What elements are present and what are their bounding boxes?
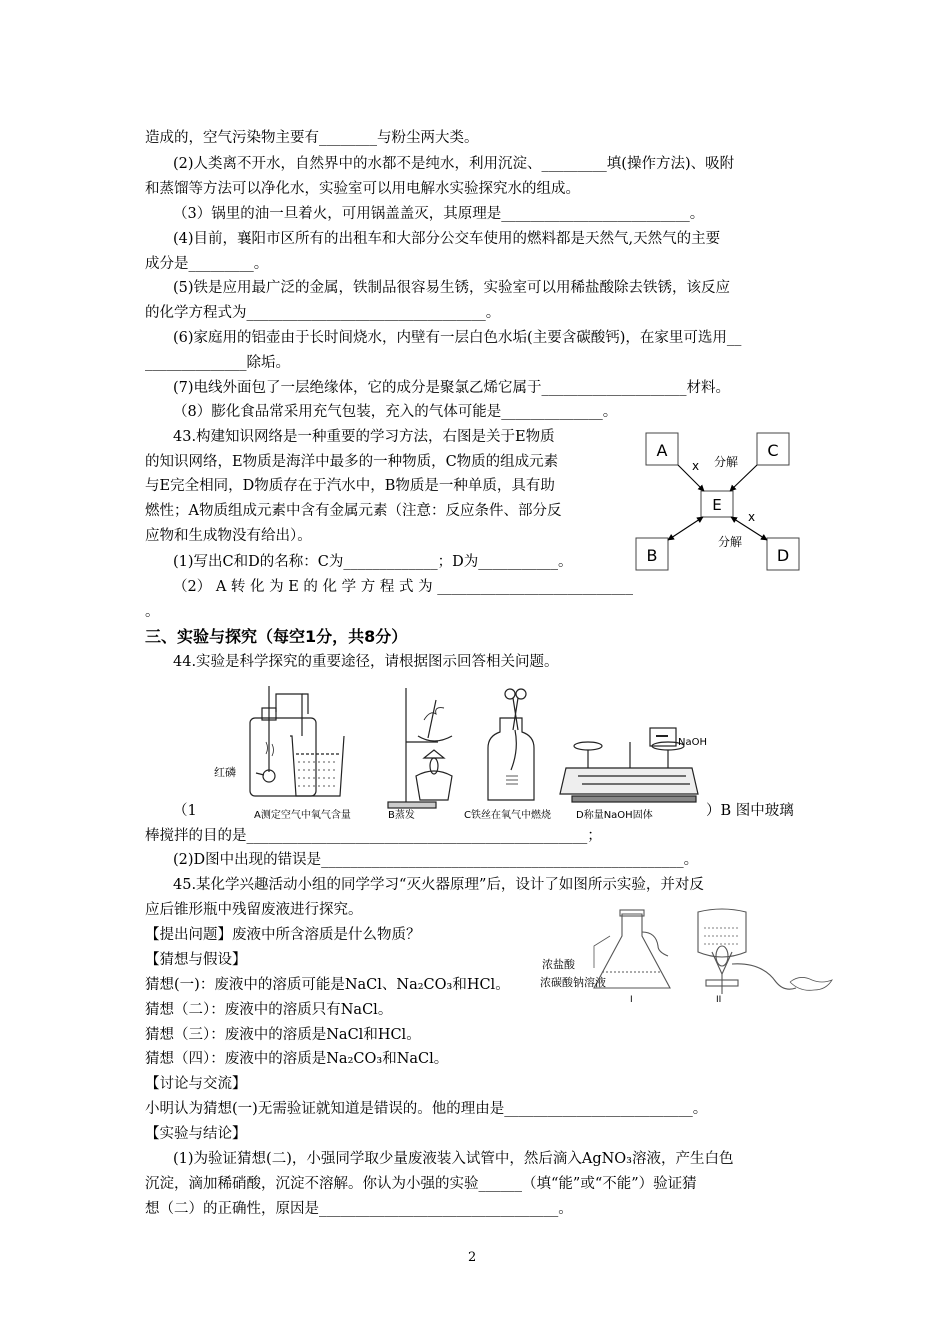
text-line: (2)D图中出现的错误是__________________________________________________。 [173, 852, 699, 868]
knowledge-network-diagram [630, 428, 808, 576]
label-na2co3: 浓碳酸钠溶液 [540, 976, 606, 989]
edge-label-x: x [748, 510, 756, 524]
extinguisher-figure [540, 906, 840, 1006]
text-line: 44.实验是科学探究的重要途径，请根据图示回答相关问题。 [173, 654, 559, 670]
text-line: 。 [145, 604, 160, 620]
edge-label-decompose: 分解 [718, 535, 743, 549]
text-line: ）B 图中玻璃 [706, 803, 794, 819]
edge-label-x: x [692, 459, 700, 473]
label-flask-1: I [630, 995, 633, 1005]
text-line: 43.构建知识网络是一种重要的学习方法，右图是关于E物质 [173, 429, 555, 445]
text-line: 的知识网络，E物质是海洋中最多的一种物质，C物质的组成元素 [145, 454, 559, 470]
text-line: 【讨论与交流】 [145, 1076, 247, 1092]
text-line: (7)电线外面包了一层绝缘体，它的成分是聚氯乙烯它属于____________________材料。 [173, 380, 731, 396]
text-line: 和蒸馏等方法可以净化水，实验室可以用电解水实验探究水的组成。 [145, 181, 580, 197]
caption-a: A测定空气中氧气含量 [254, 810, 351, 821]
text-line: （2） A 转 化 为 E 的 化 学 方 程 式 为 ___________________________ [173, 579, 633, 595]
text-line: 小明认为猜想(一)无需验证就知道是错误的。他的理由是__________________________。 [145, 1101, 708, 1117]
text-line: (6)家庭用的铝壶由于长时间烧水，内壁有一层白色水垢(主要含碳酸钙)，在家里可选用__ [173, 330, 742, 346]
node-b: B [646, 546, 658, 565]
text-line: 的化学方程式为_________________________________。 [145, 305, 501, 321]
node-e: E [712, 496, 722, 514]
text-line: (1)为验证猜想(二)，小强同学取少量废液装入试管中，然后滴入AgNO₃溶液，产生白色 [173, 1151, 734, 1167]
apparatus-b [388, 688, 452, 808]
text-line: （1 [173, 803, 197, 819]
text-line: (1)写出C和D的名称：C为_____________；D为___________。 [173, 554, 573, 570]
text-line: 成分是_________。 [145, 256, 269, 272]
text-line: 【猜想与假设】 [145, 952, 247, 968]
caption-c: C铁丝在氧气中燃烧 [464, 810, 551, 821]
edge-label-decompose: 分解 [714, 455, 739, 469]
text-line: 猜想（四）：废液中的溶质是Na₂CO₃和NaCl。 [145, 1051, 449, 1067]
text-line: 棒搅拌的目的是_______________________________________________； [145, 828, 602, 844]
text-line: 想（二）的正确性，原因是_________________________________。 [145, 1201, 573, 1217]
apparatus-figure [210, 680, 710, 822]
node-a: A [656, 441, 668, 460]
text-line: 沉淀，滴加稀硝酸，沉淀不溶解。你认为小强的实验______（填“能”或“不能”）验证猜 [145, 1176, 697, 1192]
label-conc-hcl: 浓盐酸 [542, 958, 575, 971]
text-line: 猜想（三）：废液中的溶质是NaCl和HCl。 [145, 1027, 421, 1043]
text-line: 【提出问题】废液中所含溶质是什么物质？ [145, 927, 421, 943]
node-d: D [776, 546, 790, 565]
text-line: 应物和生成物没有给出）。 [145, 528, 312, 544]
text-line: 【实验与结论】 [145, 1126, 247, 1142]
text-line: 应后锥形瓶中残留废液进行探究。 [145, 902, 363, 918]
text-line: (5)铁是应用最广泛的金属，铁制品很容易生锈，实验室可以用稀盐酸除去铁锈，该反应 [173, 280, 731, 296]
caption-b: B蒸发 [388, 810, 415, 821]
section-heading: 三、实验与探究（每空1分，共8分） [145, 627, 408, 646]
text-line: ______________除垢。 [145, 355, 290, 371]
text-line: （3）锅里的油一旦着火，可用锅盖盖灭，其原理是__________________________。 [173, 206, 705, 222]
page-number: 2 [468, 1250, 477, 1265]
text-line: (4)目前，襄阳市区所有的出租车和大部分公交车使用的燃料都是天然气,天然气的主要 [173, 231, 721, 247]
text-line: (2)人类离不开水，自然界中的水都不是纯水，利用沉淀、_________填(操作方法)、吸附 [173, 156, 735, 172]
text-line: 45.某化学兴趣活动小组的同学学习“灭火器原理”后，设计了如图所示实验，并对反 [173, 877, 704, 893]
text-line: （8）膨化食品常采用充气包装，充入的气体可能是______________。 [173, 404, 618, 420]
label-red-phosphorus: 红磷 [214, 766, 236, 779]
node-c: C [767, 441, 779, 460]
caption-d: D称量NaOH固体 [576, 810, 653, 821]
text-line: 与E完全相同，D物质存在于汽水中，B物质是一种单质，具有助 [145, 478, 555, 494]
text-line: 猜想(一)：废液中的溶质可能是NaCl、Na₂CO₃和HCl。 [145, 977, 510, 993]
text-line: 造成的，空气污染物主要有________与粉尘两大类。 [145, 130, 479, 146]
label-naoh: NaOH [678, 737, 707, 748]
apparatus-a [250, 686, 344, 796]
text-line: 猜想（二）：废液中的溶质只有NaCl。 [145, 1002, 393, 1018]
apparatus-c [488, 689, 534, 800]
label-flask-2: II [716, 995, 722, 1005]
text-line: 燃性；A物质组成元素中含有金属元素（注意：反应条件、部分反 [145, 503, 562, 519]
